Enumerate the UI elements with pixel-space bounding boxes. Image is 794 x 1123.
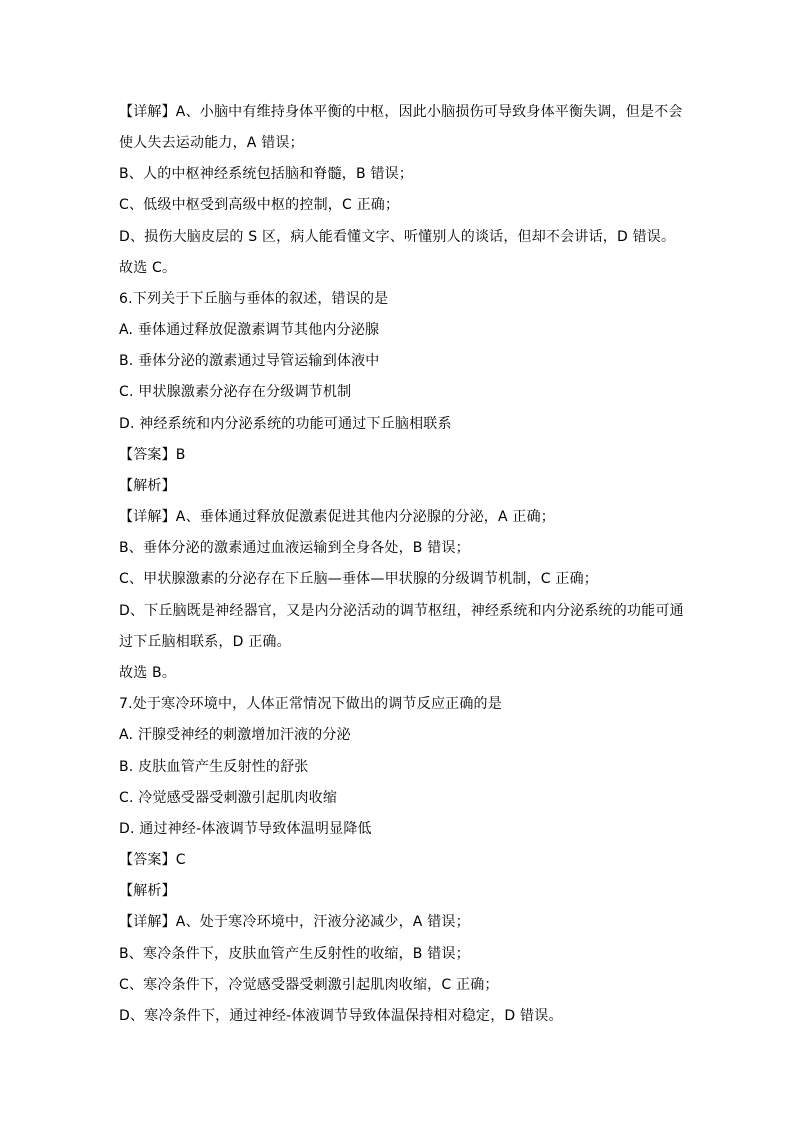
text-line: B、寒冷条件下，皮肤血管产生反射性的收缩，B 错误； <box>119 946 470 962</box>
question-option: C. 冷觉感受器受刺激引起肌肉收缩 <box>119 790 338 806</box>
question-option: B. 皮肤血管产生反射性的舒张 <box>119 759 309 775</box>
text-line: D、下丘脑既是神经器官，又是内分泌活动的调节枢纽，神经系统和内分泌系统的功能可通 <box>119 603 684 619</box>
question-stem: 7.处于寒冷环境中，人体正常情况下做出的调节反应正确的是 <box>119 696 502 712</box>
question-option: B. 垂体分泌的激素通过导管运输到体液中 <box>119 353 380 369</box>
question-option: D. 神经系统和内分泌系统的功能可通过下丘脑相联系 <box>119 416 452 432</box>
text-line: 使人失去运动能力，A 错误； <box>119 135 304 151</box>
text-line: C、甲状腺激素的分泌存在下丘脑—垂体—甲状腺的分级调节机制，C 正确； <box>119 571 598 587</box>
question-option: D. 通过神经-体液调节导致体温明显降低 <box>119 821 372 837</box>
analysis-heading: 【解析】 <box>119 883 176 899</box>
text-line: 过下丘脑相联系，D 正确。 <box>119 634 291 650</box>
question-stem: 6.下列关于下丘脑与垂体的叙述，错误的是 <box>119 291 389 307</box>
text-line: 【详解】A、处于寒冷环境中，汗液分泌减少，A 错误； <box>119 914 470 930</box>
question-option: A. 垂体通过释放促激素调节其他内分泌腺 <box>119 322 380 338</box>
text-line: 【详解】A、垂体通过释放促激素促进其他内分泌腺的分泌，A 正确； <box>119 509 556 525</box>
text-line: B、垂体分泌的激素通过血液运输到全身各处，B 错误； <box>119 540 470 556</box>
text-line: 【详解】A、小脑中有维持身体平衡的中枢，因此小脑损伤可导致身体平衡失调，但是不会 <box>119 104 683 120</box>
answer-line: 【答案】B <box>119 447 186 463</box>
text-line: C、低级中枢受到高级中枢的控制，C 正确； <box>119 197 400 213</box>
text-line: B、人的中枢神经系统包括脑和脊髓，B 错误； <box>119 166 414 182</box>
answer-line: 【答案】C <box>119 852 186 868</box>
text-line: C、寒冷条件下，冷觉感受器受刺激引起肌肉收缩，C 正确； <box>119 977 499 993</box>
text-line: D、寒冷条件下，通过神经-体液调节导致体温保持相对稳定，D 错误。 <box>119 1008 563 1024</box>
question-option: A. 汗腺受神经的刺激增加汗液的分泌 <box>119 727 351 743</box>
question-option: C. 甲状腺激素分泌存在分级调节机制 <box>119 384 352 400</box>
text-line: 故选 C。 <box>119 260 177 276</box>
text-line: 故选 B。 <box>119 665 177 681</box>
text-line: D、损伤大脑皮层的 S 区，病人能看懂文字、听懂别人的谈话，但却不会讲话，D 错误。 <box>119 229 676 245</box>
analysis-heading: 【解析】 <box>119 478 176 494</box>
